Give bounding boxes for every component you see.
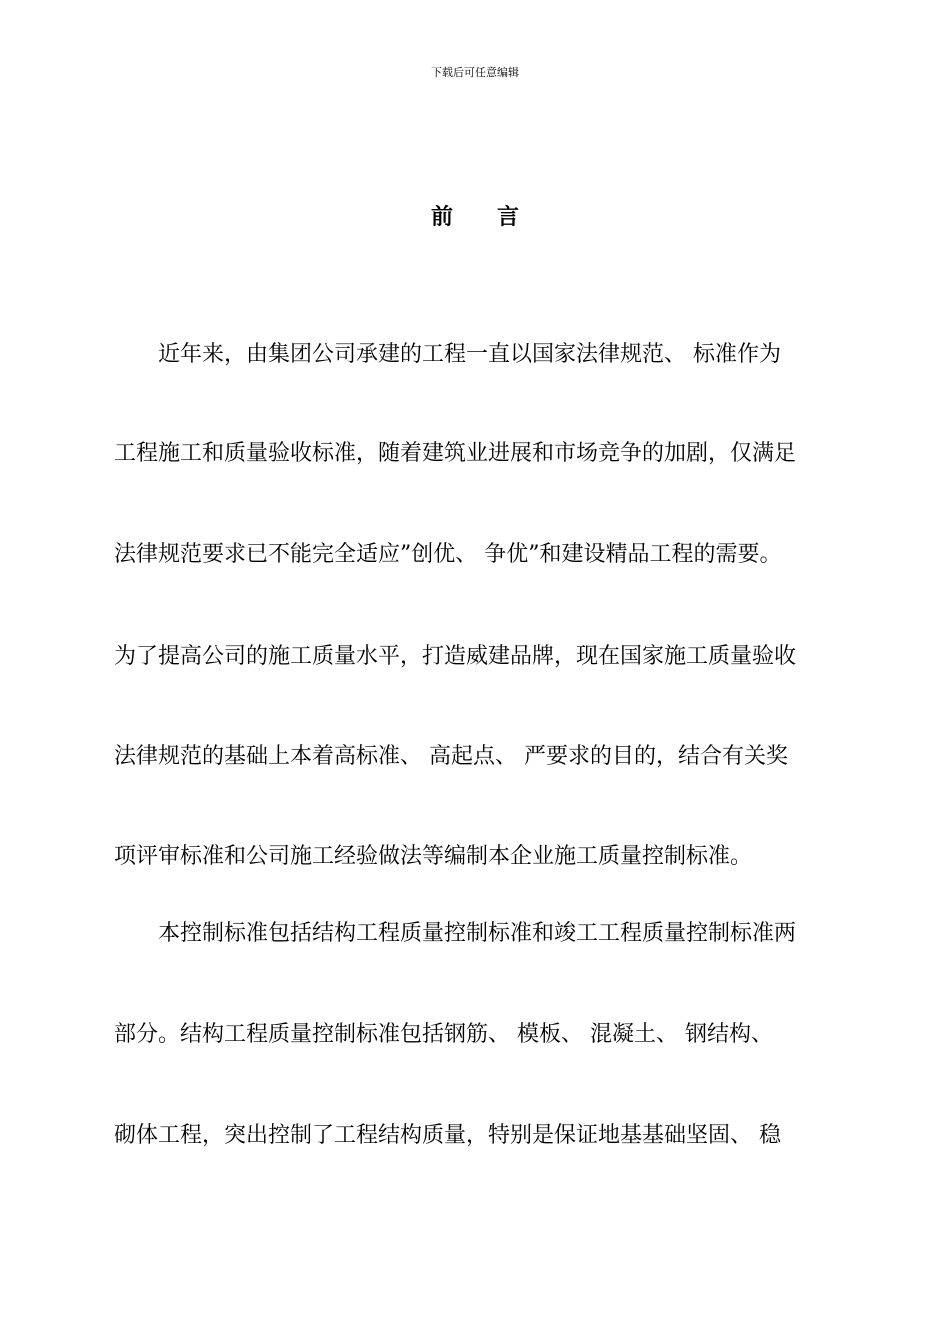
paragraph-line: 本控制标准包括结构工程质量控制标准和竣工工程质量控制标准两 xyxy=(158,921,797,946)
title-char-2: 言 xyxy=(497,204,520,230)
paragraph-line: 部分。结构工程质量控制标准包括钢筋、 模板、 混凝土、 钢结构、 xyxy=(114,1022,773,1047)
paragraph-line: 工程施工和质量验收标准，随着建筑业进展和市场竞争的加剧，仅满足 xyxy=(114,441,797,466)
page-title xyxy=(0,203,950,231)
paragraph-line: 法律规范要求已不能完全适应”创优、 争优”和建设精品工程的需要。 xyxy=(114,542,782,567)
header-note: 下载后可任意编辑 xyxy=(431,66,519,79)
paragraph-line: 近年来，由集团公司承建的工程一直以国家法律规范、 标准作为 xyxy=(158,342,781,367)
title-char-1: 前 xyxy=(430,204,453,230)
paragraph-line: 法律规范的基础上本着高标准、 高起点、 严要求的目的，结合有关奖 xyxy=(114,744,788,769)
paragraph-line: 砌体工程，突出控制了工程结构质量，特别是保证地基基础坚固、 稳 xyxy=(114,1123,781,1148)
paragraph-line: 项评审标准和公司施工经验做法等编制本企业施工质量控制标准。 xyxy=(114,844,753,869)
paragraph-line: 为了提高公司的施工质量水平，打造威建品牌，现在国家施工质量验收 xyxy=(114,644,797,669)
